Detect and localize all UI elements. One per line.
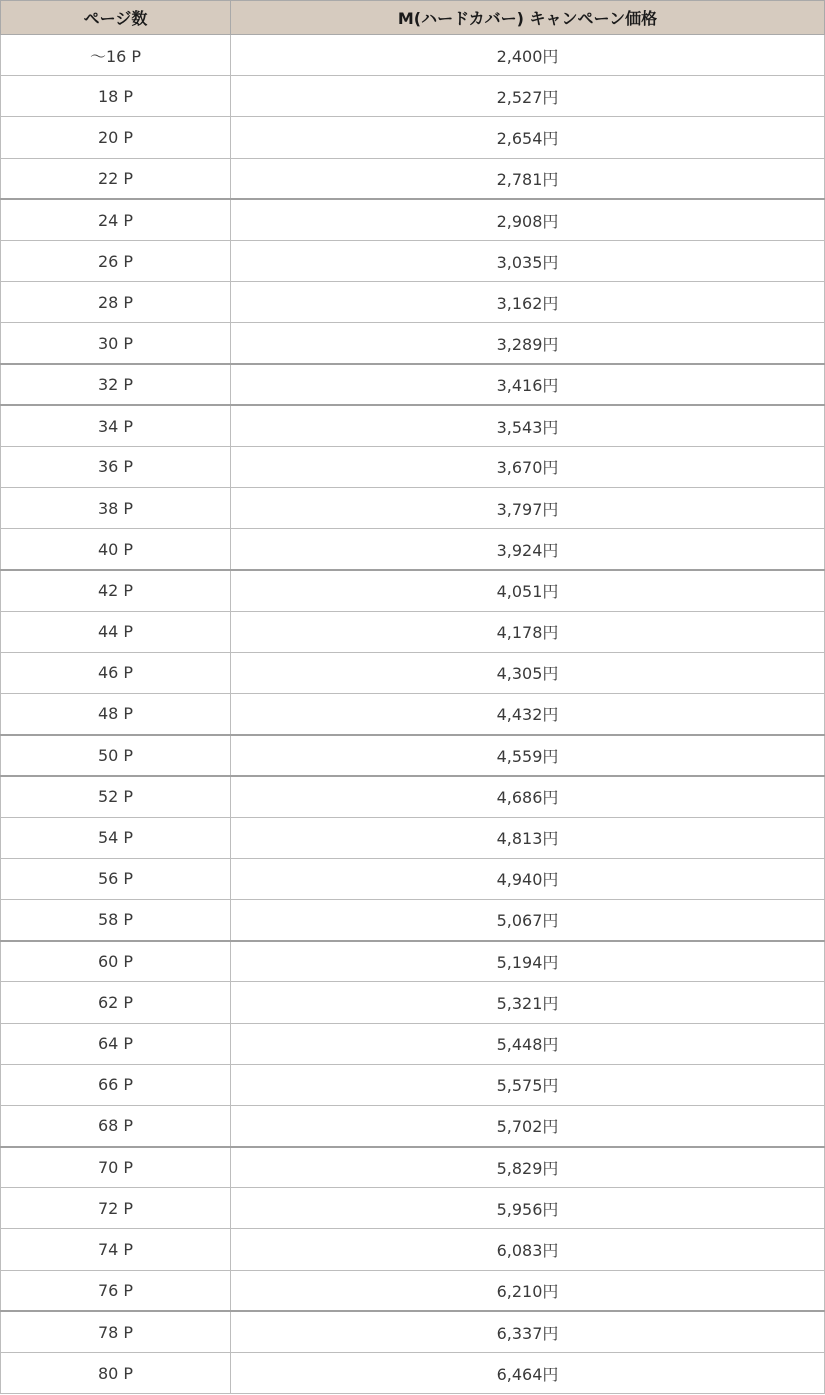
page-count-cell: 62 P [1, 982, 231, 1023]
table-row [1, 117, 825, 158]
table-header [1, 1, 825, 35]
price-cell: 3,670円 [231, 446, 825, 487]
price-cell: 2,654円 [231, 117, 825, 158]
page-count-cell: 50 P [1, 735, 231, 776]
price-cell: 6,464円 [231, 1353, 825, 1394]
price-cell: 3,543円 [231, 405, 825, 446]
table-row [1, 488, 825, 529]
table-row [1, 694, 825, 735]
price-cell: 3,797円 [231, 488, 825, 529]
table-row [1, 405, 825, 446]
page-count-cell: 80 P [1, 1353, 231, 1394]
page-count-cell: 38 P [1, 488, 231, 529]
page-count-cell: 40 P [1, 529, 231, 570]
page-count-cell: ～16 P [1, 35, 231, 76]
price-cell: 3,416円 [231, 364, 825, 405]
page-count-cell: 20 P [1, 117, 231, 158]
page-count-cell: 70 P [1, 1147, 231, 1188]
table-row [1, 941, 825, 982]
table-row [1, 982, 825, 1023]
page-count-cell: 30 P [1, 323, 231, 364]
table-body [1, 35, 825, 1394]
page-count-cell: 48 P [1, 694, 231, 735]
table-row [1, 364, 825, 405]
price-cell: 5,956円 [231, 1188, 825, 1229]
page-count-cell: 72 P [1, 1188, 231, 1229]
price-cell: 6,337円 [231, 1311, 825, 1352]
price-cell: 4,813円 [231, 817, 825, 858]
table-row [1, 158, 825, 199]
price-cell: 4,051円 [231, 570, 825, 611]
price-cell: 3,924円 [231, 529, 825, 570]
table-row [1, 570, 825, 611]
page-count-cell: 52 P [1, 776, 231, 817]
page-count-cell: 28 P [1, 282, 231, 323]
page-count-cell: 56 P [1, 858, 231, 899]
page-count-cell: 64 P [1, 1023, 231, 1064]
table-row [1, 1270, 825, 1311]
page-count-cell: 42 P [1, 570, 231, 611]
header-price: M(ハードカバー) キャンペーン価格 [231, 1, 825, 35]
price-cell: 5,321円 [231, 982, 825, 1023]
table-row [1, 735, 825, 776]
page-count-cell: 26 P [1, 240, 231, 281]
price-cell: 3,162円 [231, 282, 825, 323]
price-cell: 6,210円 [231, 1270, 825, 1311]
table-row [1, 446, 825, 487]
page-count-cell: 74 P [1, 1229, 231, 1270]
price-cell: 5,829円 [231, 1147, 825, 1188]
table-row [1, 652, 825, 693]
table-row [1, 35, 825, 76]
page-count-cell: 32 P [1, 364, 231, 405]
page-count-cell: 54 P [1, 817, 231, 858]
price-cell: 2,400円 [231, 35, 825, 76]
table-row [1, 776, 825, 817]
table-row [1, 1353, 825, 1394]
table-row [1, 611, 825, 652]
page-count-cell: 24 P [1, 199, 231, 240]
header-pages: ページ数 [1, 1, 231, 35]
table-row [1, 1147, 825, 1188]
page-count-cell: 22 P [1, 158, 231, 199]
table-row [1, 282, 825, 323]
price-cell: 4,686円 [231, 776, 825, 817]
page-count-cell: 58 P [1, 899, 231, 940]
table-row [1, 1023, 825, 1064]
table-row [1, 1064, 825, 1105]
price-cell: 2,781円 [231, 158, 825, 199]
header-row [1, 1, 825, 35]
page-count-cell: 18 P [1, 76, 231, 117]
price-cell: 4,940円 [231, 858, 825, 899]
table-row [1, 529, 825, 570]
price-cell: 5,575円 [231, 1064, 825, 1105]
table-row [1, 1311, 825, 1352]
price-cell: 3,289円 [231, 323, 825, 364]
page-count-cell: 60 P [1, 941, 231, 982]
page-count-cell: 76 P [1, 1270, 231, 1311]
page-count-cell: 68 P [1, 1105, 231, 1146]
table-row [1, 199, 825, 240]
price-cell: 2,527円 [231, 76, 825, 117]
price-cell: 5,067円 [231, 899, 825, 940]
price-cell: 6,083円 [231, 1229, 825, 1270]
table-row [1, 323, 825, 364]
price-cell: 4,559円 [231, 735, 825, 776]
page-count-cell: 44 P [1, 611, 231, 652]
table-row [1, 76, 825, 117]
table-row [1, 1229, 825, 1270]
price-cell: 4,178円 [231, 611, 825, 652]
page-count-cell: 46 P [1, 652, 231, 693]
price-cell: 5,702円 [231, 1105, 825, 1146]
price-cell: 2,908円 [231, 199, 825, 240]
price-cell: 4,305円 [231, 652, 825, 693]
table-row [1, 1188, 825, 1229]
table-row [1, 899, 825, 940]
page-count-cell: 78 P [1, 1311, 231, 1352]
page-count-cell: 36 P [1, 446, 231, 487]
table-row [1, 1105, 825, 1146]
price-cell: 5,448円 [231, 1023, 825, 1064]
table-row [1, 817, 825, 858]
page-count-cell: 66 P [1, 1064, 231, 1105]
table-row [1, 858, 825, 899]
table-row [1, 240, 825, 281]
price-cell: 3,035円 [231, 240, 825, 281]
page-count-cell: 34 P [1, 405, 231, 446]
price-cell: 4,432円 [231, 694, 825, 735]
price-cell: 5,194円 [231, 941, 825, 982]
